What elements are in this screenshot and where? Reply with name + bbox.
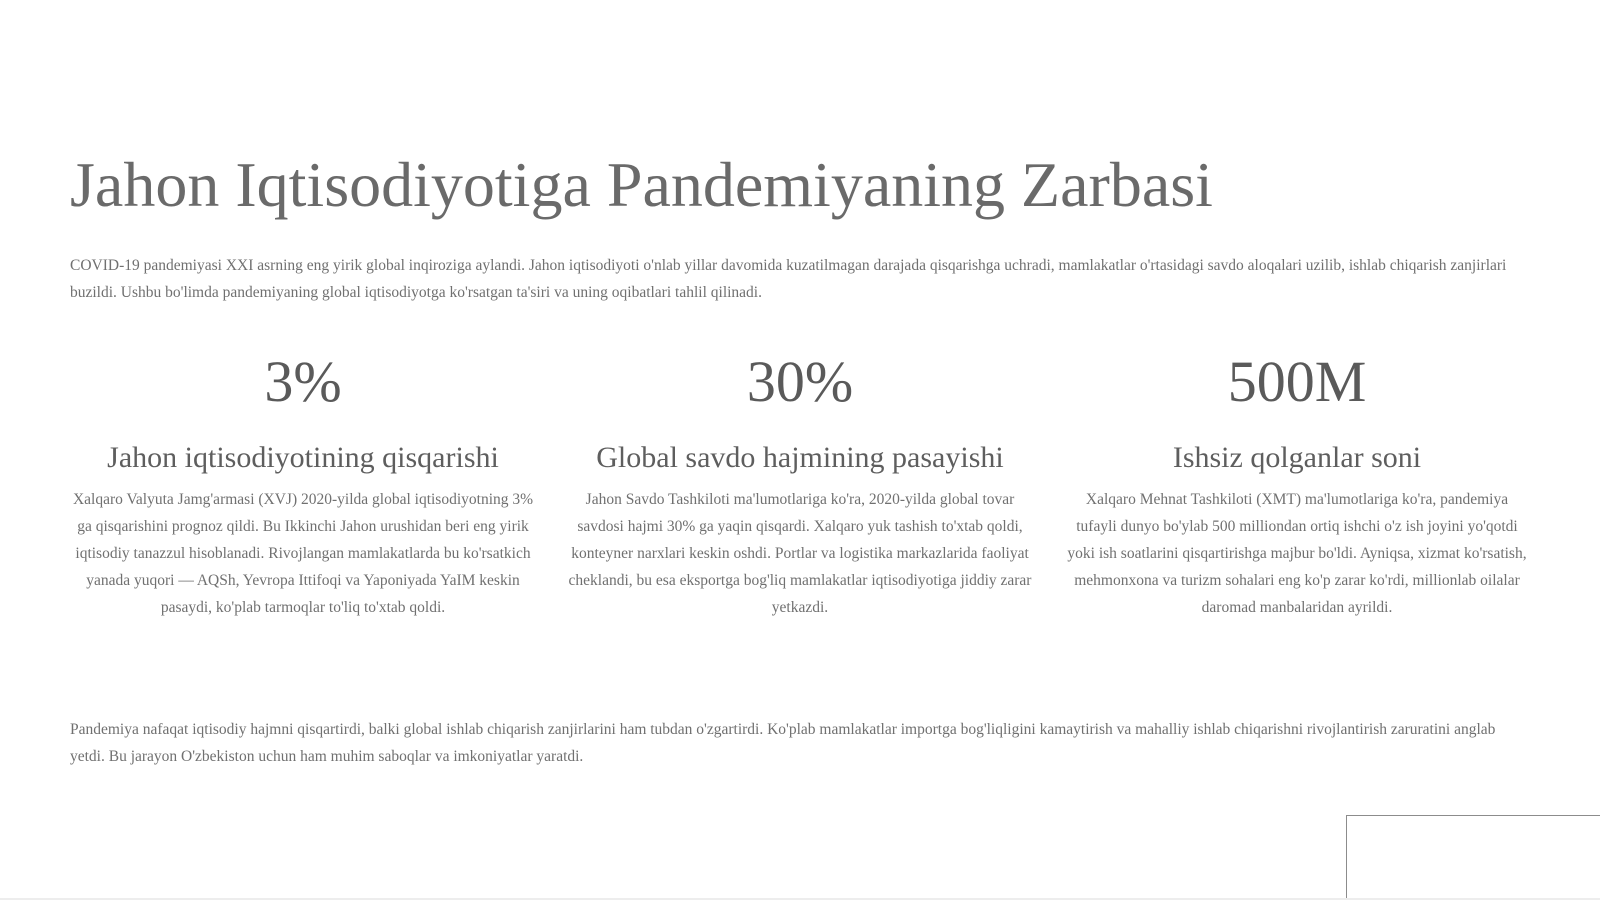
stat-description: Xalqaro Valyuta Jamg'armasi (XVJ) 2020-yilda global iqtisodiyotning 3% ga qisqarishini prognoz qildi. Bu Ikkinchi Jahon urushidan beri eng yirik iqtisodiy tanazzul hisoblanadi. Rivojlangan mamlakatlarda bu ko'rsatkich yanada yuqori — AQSh, Yevropa Ittifoqi va Yaponiyada YaIM keskin pasaydi, ko'plab tarmoqlar to'liq to'xtab qoldi.: [72, 491, 534, 616]
stat-card-trade: [567, 349, 1033, 621]
stat-value: 3%: [264, 349, 342, 414]
stat-label: Jahon iqtisodiyotining qisqarishi: [107, 441, 499, 474]
stat-label: Global savdo hajmining pasayishi: [596, 441, 1004, 474]
stat-value: 30%: [746, 349, 854, 414]
stat-card-gdp: [70, 349, 536, 621]
corner-placeholder-box: [1346, 815, 1600, 898]
intro-paragraph: COVID-19 pandemiyasi XXI asrning eng yirik global inqiroziga aylandi. Jahon iqtisodiyoti o'nlab yillar davomida kuzatilmagan darajada qisqarishga uchradi, mamlakatlar o'rtasidagi savdo aloqalari uzilib, ishlab chiqarish zanjirlari buzildi. Ushbu bo'limda pandemiyaning global iqtisodiyotga ko'rsatgan ta'siri va uning oqibatlari tahlil qilinadi.: [70, 257, 1507, 301]
stat-value: 500M: [1227, 349, 1367, 414]
stat-card-unemployment: [1064, 349, 1530, 621]
stat-description: Xalqaro Mehnat Tashkiloti (XMT) ma'lumotlariga ko'ra, pandemiya tufayli dunyo bo'ylab 500 milliondan ortiq ishchi o'z ish joyini yo'qotdi yoki ish soatlarini qisqartirishga majbur bo'ldi. Ayniqsa, xizmat ko'rsatish, mehmonxona va turizm sohalari eng ko'p zarar ko'rdi, millionlab oilalar daromad manbalaridan ayrildi.: [1067, 491, 1527, 616]
stats-row: [70, 349, 1530, 621]
outro-paragraph: Pandemiya nafaqat iqtisodiy hajmni qisqartirdi, balki global ishlab chiqarish zanjirlarini ham tubdan o'zgartirdi. Ko'plab mamlakatlar importga bog'liqligini kamaytirish va mahalliy ishlab chiqarishni rivojlantirish zaruratini anglab yetdi. Bu jarayon O'zbekiston uchun ham muhim saboqlar va imkoniyatlar yaratdi.: [70, 721, 1496, 765]
slide-title: Jahon Iqtisodiyotiga Pandemiyaning Zarbasi: [70, 149, 1213, 220]
stat-label: Ishsiz qolganlar soni: [1172, 441, 1422, 474]
stat-description: Jahon Savdo Tashkiloti ma'lumotlariga ko'ra, 2020-yilda global tovar savdosi hajmi 30% ga yaqin qisqardi. Xalqaro yuk tashish to'xtab qoldi, konteyner narxlari keskin oshdi. Portlar va logistika markazlarida faoliyat cheklandi, bu esa eksportga bog'liq mamlakatlar iqtisodiyotiga jiddiy zarar yetkazdi.: [568, 491, 1032, 616]
